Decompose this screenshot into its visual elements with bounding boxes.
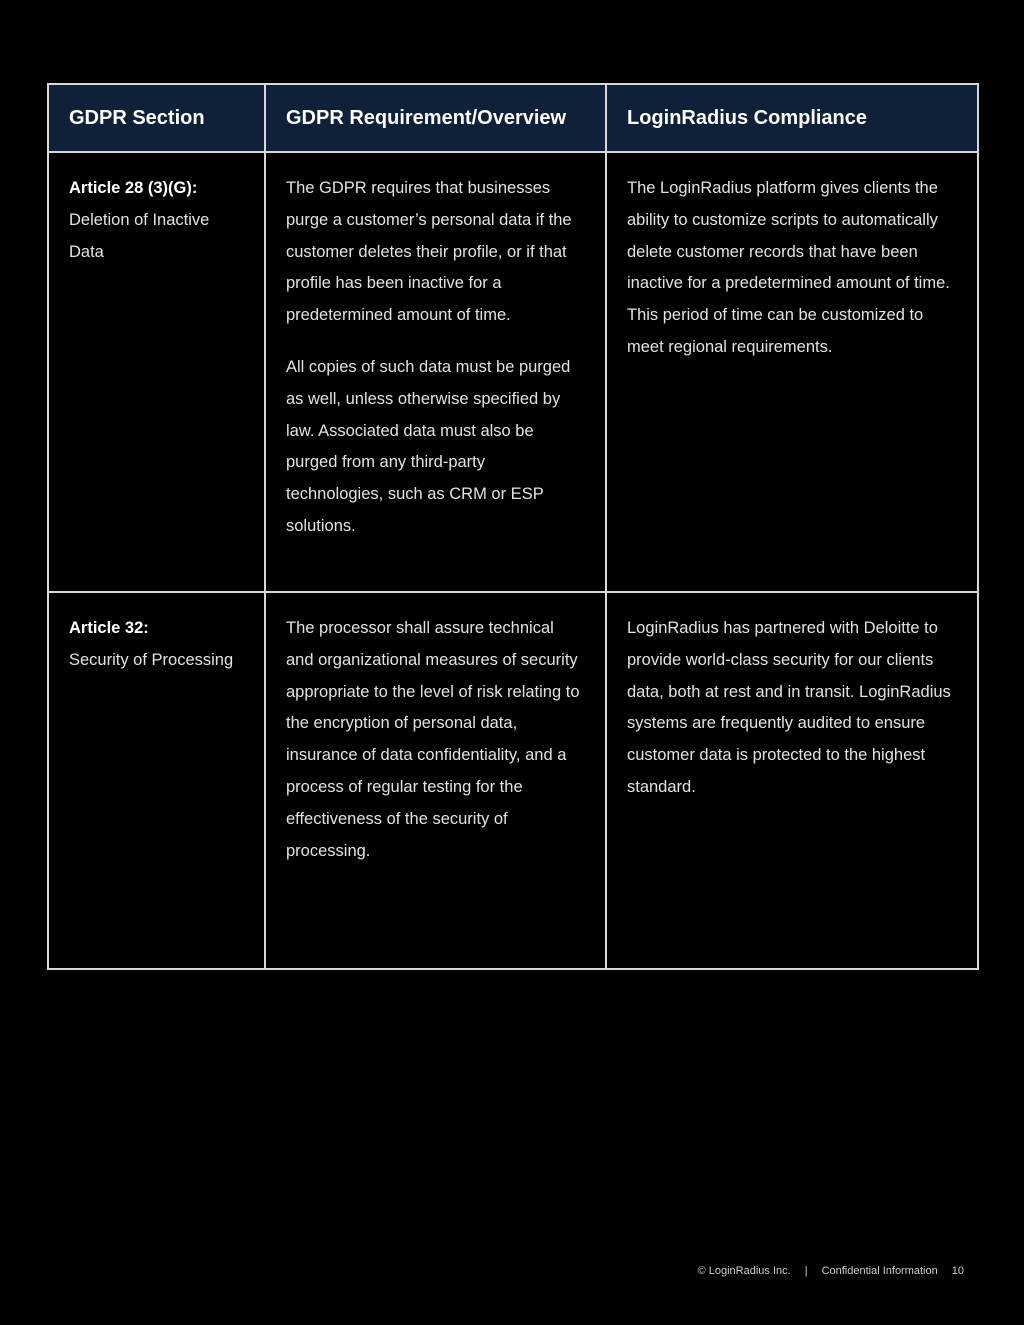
article-subtitle: Deletion of Inactive (69, 210, 210, 229)
requirement-paragraph: The GDPR requires that businesses purge a customer’s personal data if the customer deletes their profile, or if that profile has been inactive for a predetermined amount of time. (286, 179, 572, 325)
footer-separator: | (804, 1265, 808, 1277)
header-loginradius-compliance: LoginRadius Compliance (606, 84, 978, 152)
header-gdpr-requirement: GDPR Requirement/Overview (265, 84, 606, 152)
compliance-paragraph: The LoginRadius platform gives clients the ability to customize scripts to automatically delete customer records that have been inactive for a predetermined amount of time. This period of time can be customized to meet regional requirements. (627, 179, 950, 356)
article-title: Article 32: (69, 619, 149, 637)
requirement-paragraph: The processor shall assure technical and organizational measures of security appropriate to the level of risk relating to the encryption of personal data, insurance of data confidentiality, and a process of regular testing for the effectiveness of the security of processing. (286, 619, 580, 860)
requirement-cell (265, 592, 606, 969)
requirement-paragraph: All copies of such data must be purged as well, unless otherwise specified by law. Associated data must also be purged from any third-party technologies, such as CRM or ESP solutions. (286, 357, 571, 535)
page-footer (698, 1265, 964, 1277)
compliance-cell (606, 152, 978, 592)
page-number: 10 (951, 1265, 964, 1277)
gdpr-compliance-table (47, 83, 979, 970)
requirement-cell (265, 152, 606, 592)
article-subtitle-continued: Data (69, 242, 104, 261)
section-cell (48, 152, 265, 592)
compliance-paragraph: LoginRadius has partnered with Deloitte to provide world-class security for our clients data, both at rest and in transit. LoginRadius systems are frequently audited to ensure customer data is protected to the highest standard. (627, 619, 951, 796)
footer-confidential: Confidential Information (821, 1265, 938, 1277)
section-cell (48, 592, 265, 969)
table-row (48, 152, 978, 592)
article-subtitle: Security of Processing (69, 650, 234, 669)
article-title: Article 28 (3)(G): (69, 179, 198, 197)
compliance-cell (606, 592, 978, 969)
table-row (48, 592, 978, 969)
table-header-row (48, 84, 978, 152)
footer-copyright: © LoginRadius Inc. (697, 1265, 791, 1277)
header-gdpr-section: GDPR Section (48, 84, 265, 152)
